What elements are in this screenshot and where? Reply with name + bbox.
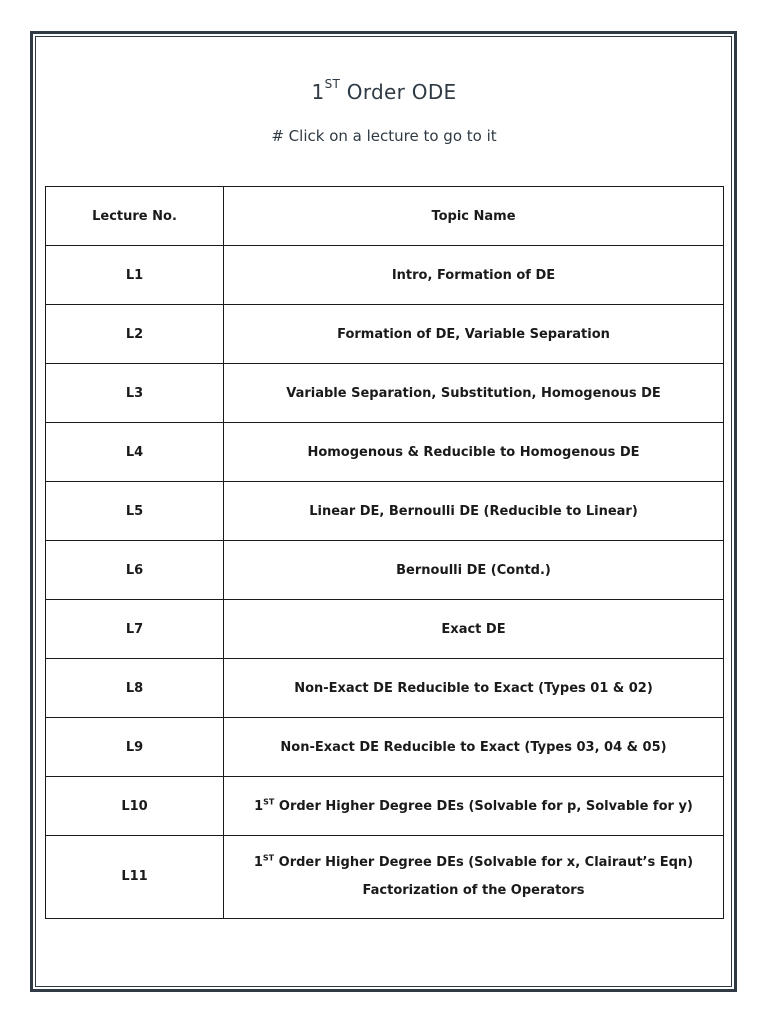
lecture-topic-link[interactable]: Non-Exact DE Reducible to Exact (Types 01 & 02) — [224, 659, 724, 718]
lecture-topic-link[interactable]: Bernoulli DE (Contd.) — [224, 541, 724, 600]
lecture-number[interactable]: L11 — [46, 836, 224, 919]
lecture-number[interactable]: L4 — [46, 423, 224, 482]
lecture-number[interactable]: L6 — [46, 541, 224, 600]
lecture-number[interactable]: L2 — [46, 305, 224, 364]
page-subtitle: # Click on a lecture to go to it — [271, 127, 497, 145]
lecture-topic-link[interactable]: Variable Separation, Substitution, Homogenous DE — [224, 364, 724, 423]
lecture-number[interactable]: L10 — [46, 777, 224, 836]
table-row[interactable] — [46, 423, 724, 482]
table-row[interactable] — [46, 364, 724, 423]
topic-text: Order Higher Degree DEs (Solvable for p, Solvable for y) — [274, 798, 693, 814]
topic-superscript: ST — [262, 853, 275, 863]
table-row[interactable] — [46, 836, 724, 919]
table-header-row — [46, 187, 724, 246]
table-row[interactable] — [46, 600, 724, 659]
lecture-topic-link[interactable]: Non-Exact DE Reducible to Exact (Types 03, 04 & 05) — [224, 718, 724, 777]
lecture-topic-link[interactable] — [224, 777, 724, 836]
lecture-number[interactable]: L5 — [46, 482, 224, 541]
header-topic-name: Topic Name — [224, 187, 724, 246]
topic-prefix: 1 — [253, 855, 263, 870]
table-row[interactable] — [46, 659, 724, 718]
lecture-topic-link[interactable]: Exact DE — [224, 600, 724, 659]
lecture-number[interactable]: L3 — [46, 364, 224, 423]
lecture-topic-link[interactable]: Linear DE, Bernoulli DE (Reducible to Linear) — [224, 482, 724, 541]
table-row[interactable] — [46, 541, 724, 600]
lecture-topic-link[interactable]: Formation of DE, Variable Separation — [224, 305, 724, 364]
table-row[interactable] — [46, 777, 724, 836]
header-lecture-no: Lecture No. — [46, 187, 224, 246]
lecture-topic-link[interactable]: Intro, Formation of DE — [224, 246, 724, 305]
page-title: 1ST Order ODE — [311, 77, 457, 104]
topic-text-line2: Factorization of the Operators — [362, 883, 585, 898]
lecture-topic-link[interactable]: Homogenous & Reducible to Homogenous DE — [224, 423, 724, 482]
table-row[interactable] — [46, 718, 724, 777]
lecture-topic-link[interactable] — [224, 836, 724, 919]
lecture-number[interactable]: L8 — [46, 659, 224, 718]
lecture-table — [45, 186, 724, 919]
lecture-number[interactable]: L1 — [46, 246, 224, 305]
table-row[interactable] — [46, 246, 724, 305]
table-row[interactable] — [46, 305, 724, 364]
topic-prefix: 1 — [254, 798, 264, 814]
topic-text: Order Higher Degree DEs (Solvable for x, Clairaut’s Eqn) — [274, 855, 694, 870]
table-row[interactable] — [46, 482, 724, 541]
lecture-number[interactable]: L7 — [46, 600, 224, 659]
topic-superscript: ST — [263, 797, 275, 807]
lecture-number[interactable]: L9 — [46, 718, 224, 777]
